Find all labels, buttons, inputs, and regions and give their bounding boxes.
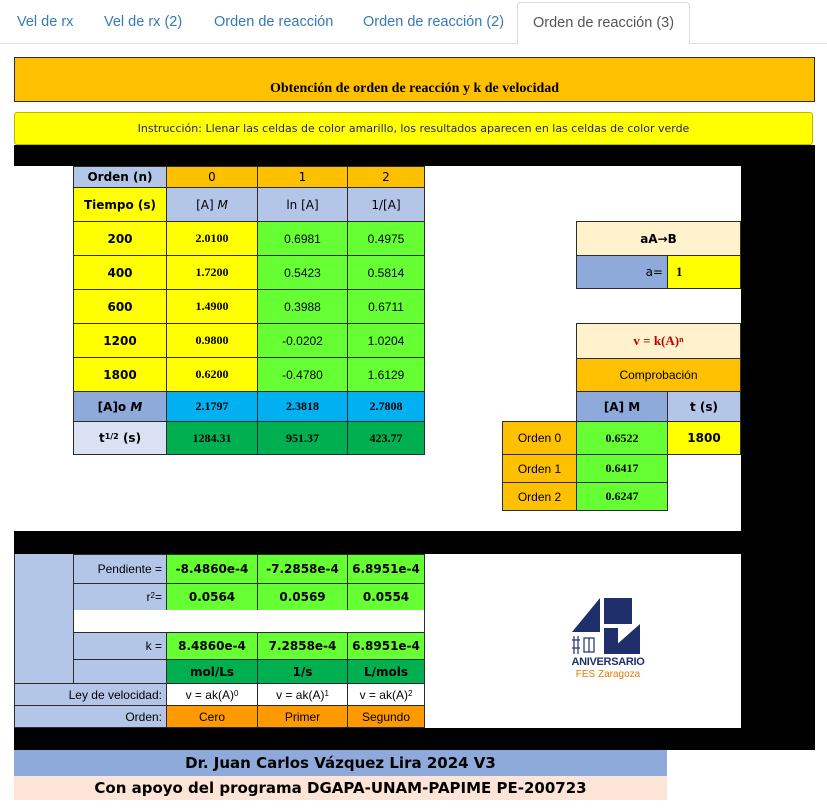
time-cell[interactable]: 400	[73, 255, 167, 290]
slope-order-2: 6.8951e-4	[347, 554, 425, 584]
order-1-header: 1	[257, 166, 348, 188]
order-2-header: 2	[347, 166, 425, 188]
anniversary-emblem-icon	[566, 592, 650, 656]
fes-zaragoza-logo	[566, 592, 650, 682]
half-life-order-2: 423.77	[347, 421, 425, 455]
half-life-order-1: 951.37	[257, 421, 348, 455]
frame-band	[14, 531, 815, 554]
regression-spacer	[73, 610, 425, 633]
logo-text-anniversary: ANIVERSARIO	[571, 656, 645, 668]
k-order-2: 6.8951e-4	[347, 632, 425, 660]
reaction-equation: aA→B	[576, 221, 741, 256]
a0-label-main: [A]o	[97, 399, 127, 414]
support-footer: Con apoyo del programa DGAPA-UNAM-PAPIME PE-200723	[14, 776, 667, 800]
ln-conc-cell: 0.3988	[257, 289, 348, 324]
order-0-header: 0	[166, 166, 258, 188]
a0-label	[73, 391, 167, 422]
slope-order-1: -7.2858e-4	[257, 554, 348, 584]
rate-law-label: Ley de velocidad:	[14, 683, 167, 706]
a-coefficient-label: a=	[576, 255, 668, 289]
r2-label: r $^2$ =	[73, 583, 167, 611]
rate-law-order-1-text: v = ak(A)	[276, 687, 325, 702]
check-time-input[interactable]: 1800	[667, 421, 741, 455]
k-order-0: 8.4860e-4	[166, 632, 258, 660]
a0-order-0: 2.1797	[166, 391, 258, 422]
ln-conc-cell: -0.0202	[257, 323, 348, 358]
conc-header-main: [A]	[196, 197, 214, 212]
time-cell[interactable]: 200	[73, 221, 167, 256]
ln-conc-cell: 0.6981	[257, 221, 348, 256]
conc-cell[interactable]: 1.4900	[166, 289, 258, 324]
rate-law-order-2: v = ak(A) $^2$	[347, 683, 425, 706]
rate-law-order-2-text: v = ak(A)	[359, 687, 408, 702]
check-time-header: t (s)	[667, 391, 741, 422]
rate-law-order-0: v = ak(A) $^0$	[166, 683, 258, 706]
check-order-0-value: 0.6522	[576, 421, 668, 455]
ln-conc-cell: 0.5423	[257, 255, 348, 290]
conc-header-unit: M	[217, 197, 228, 212]
half-life-label: t $^{1/2}$ (s)	[73, 421, 167, 455]
tab-vel-de-rx[interactable]: Vel de rx	[17, 14, 74, 30]
time-cell[interactable]: 1800	[73, 357, 167, 392]
inv-conc-header: 1/[A]	[347, 187, 425, 222]
conc-cell[interactable]: 0.6200	[166, 357, 258, 392]
inv-conc-cell: 0.4975	[347, 221, 425, 256]
check-header: Comprobación	[576, 358, 741, 392]
r2-order-1: 0.0569	[257, 583, 348, 611]
tab-orden-de-reaccion-3[interactable]: Orden de reacción (3)	[517, 2, 690, 45]
author-footer: Dr. Juan Carlos Vázquez Lira 2024 V3	[14, 750, 667, 776]
order-name-0: Cero	[166, 705, 258, 728]
units-label-cell	[73, 659, 167, 684]
conc-cell[interactable]: 2.0100	[166, 221, 258, 256]
check-conc-header: [A] M	[576, 391, 668, 422]
a-coefficient-input[interactable]: 1	[667, 255, 741, 289]
a0-order-1: 2.3818	[257, 391, 348, 422]
conc-cell[interactable]: 1.7200	[166, 255, 258, 290]
order-n-label: Orden (n)	[73, 166, 167, 188]
time-cell[interactable]: 600	[73, 289, 167, 324]
order-name-1: Primer	[257, 705, 348, 728]
slope-label: Pendiente =	[73, 554, 167, 584]
check-order-0-label: Orden 0	[502, 421, 577, 455]
slope-order-0: -8.4860e-4	[166, 554, 258, 584]
order-name-2: Segundo	[347, 705, 425, 728]
half-life-t: t	[98, 431, 105, 445]
k-units-order-1: 1/s	[257, 659, 348, 684]
frame-right	[741, 554, 815, 728]
k-units-order-0: mol/Ls	[166, 659, 258, 684]
sheet-title: Obtención de orden de reacción y k de velocidad	[14, 57, 815, 102]
k-units-order-2: L/mols	[347, 659, 425, 684]
inv-conc-cell: 0.6711	[347, 289, 425, 324]
r2-order-0: 0.0564	[166, 583, 258, 611]
regression-side-band	[14, 554, 73, 684]
rate-law-order-1: v = ak(A) $^1$	[257, 683, 348, 706]
check-order-2-value: 0.6247	[576, 482, 668, 511]
order-name-label: Orden:	[14, 705, 167, 728]
rate-law-order-0-text: v = ak(A)	[185, 687, 234, 702]
frame-right	[741, 166, 815, 531]
inv-conc-cell: 0.5814	[347, 255, 425, 290]
rate-law: v = k(A) $^n$	[576, 323, 741, 359]
check-order-2-label: Orden 2	[502, 482, 577, 511]
conc-cell[interactable]: 0.9800	[166, 323, 258, 358]
r2-label-eq: =	[154, 590, 162, 604]
frame-band	[14, 728, 815, 750]
r2-order-2: 0.0554	[347, 583, 425, 611]
frame-band	[14, 145, 815, 166]
rate-law-text: v = k(A)	[633, 333, 680, 348]
check-order-1-label: Orden 1	[502, 454, 577, 483]
time-label: Tiempo (s)	[73, 187, 167, 222]
check-order-1-value: 0.6417	[576, 454, 668, 483]
inv-conc-cell: 1.0204	[347, 323, 425, 358]
a0-order-2: 2.7808	[347, 391, 425, 422]
ln-conc-cell: -0.4780	[257, 357, 348, 392]
tab-orden-de-reaccion[interactable]: Orden de reacción	[214, 14, 334, 30]
inv-conc-cell: 1.6129	[347, 357, 425, 392]
sheet-tab-bar	[0, 0, 827, 44]
conc-header	[166, 187, 258, 222]
k-label: k =	[73, 632, 167, 660]
tab-vel-de-rx-2[interactable]: Vel de rx (2)	[104, 14, 183, 30]
tab-orden-de-reaccion-2[interactable]: Orden de reacción (2)	[363, 14, 505, 30]
a0-label-unit: M	[130, 399, 143, 414]
k-order-1: 7.2858e-4	[257, 632, 348, 660]
r2-label-r: r	[146, 590, 151, 604]
time-cell[interactable]: 1200	[73, 323, 167, 358]
ln-conc-header: ln [A]	[257, 187, 348, 222]
logo-text-fes: FES Zaragoza	[575, 669, 641, 680]
half-life-order-0: 1284.31	[166, 421, 258, 455]
instruction-text: Instrucción: Llenar las celdas de color amarillo, los resultados aparecen en las celdas de color verde	[14, 112, 813, 145]
half-life-unit: (s)	[122, 431, 142, 445]
